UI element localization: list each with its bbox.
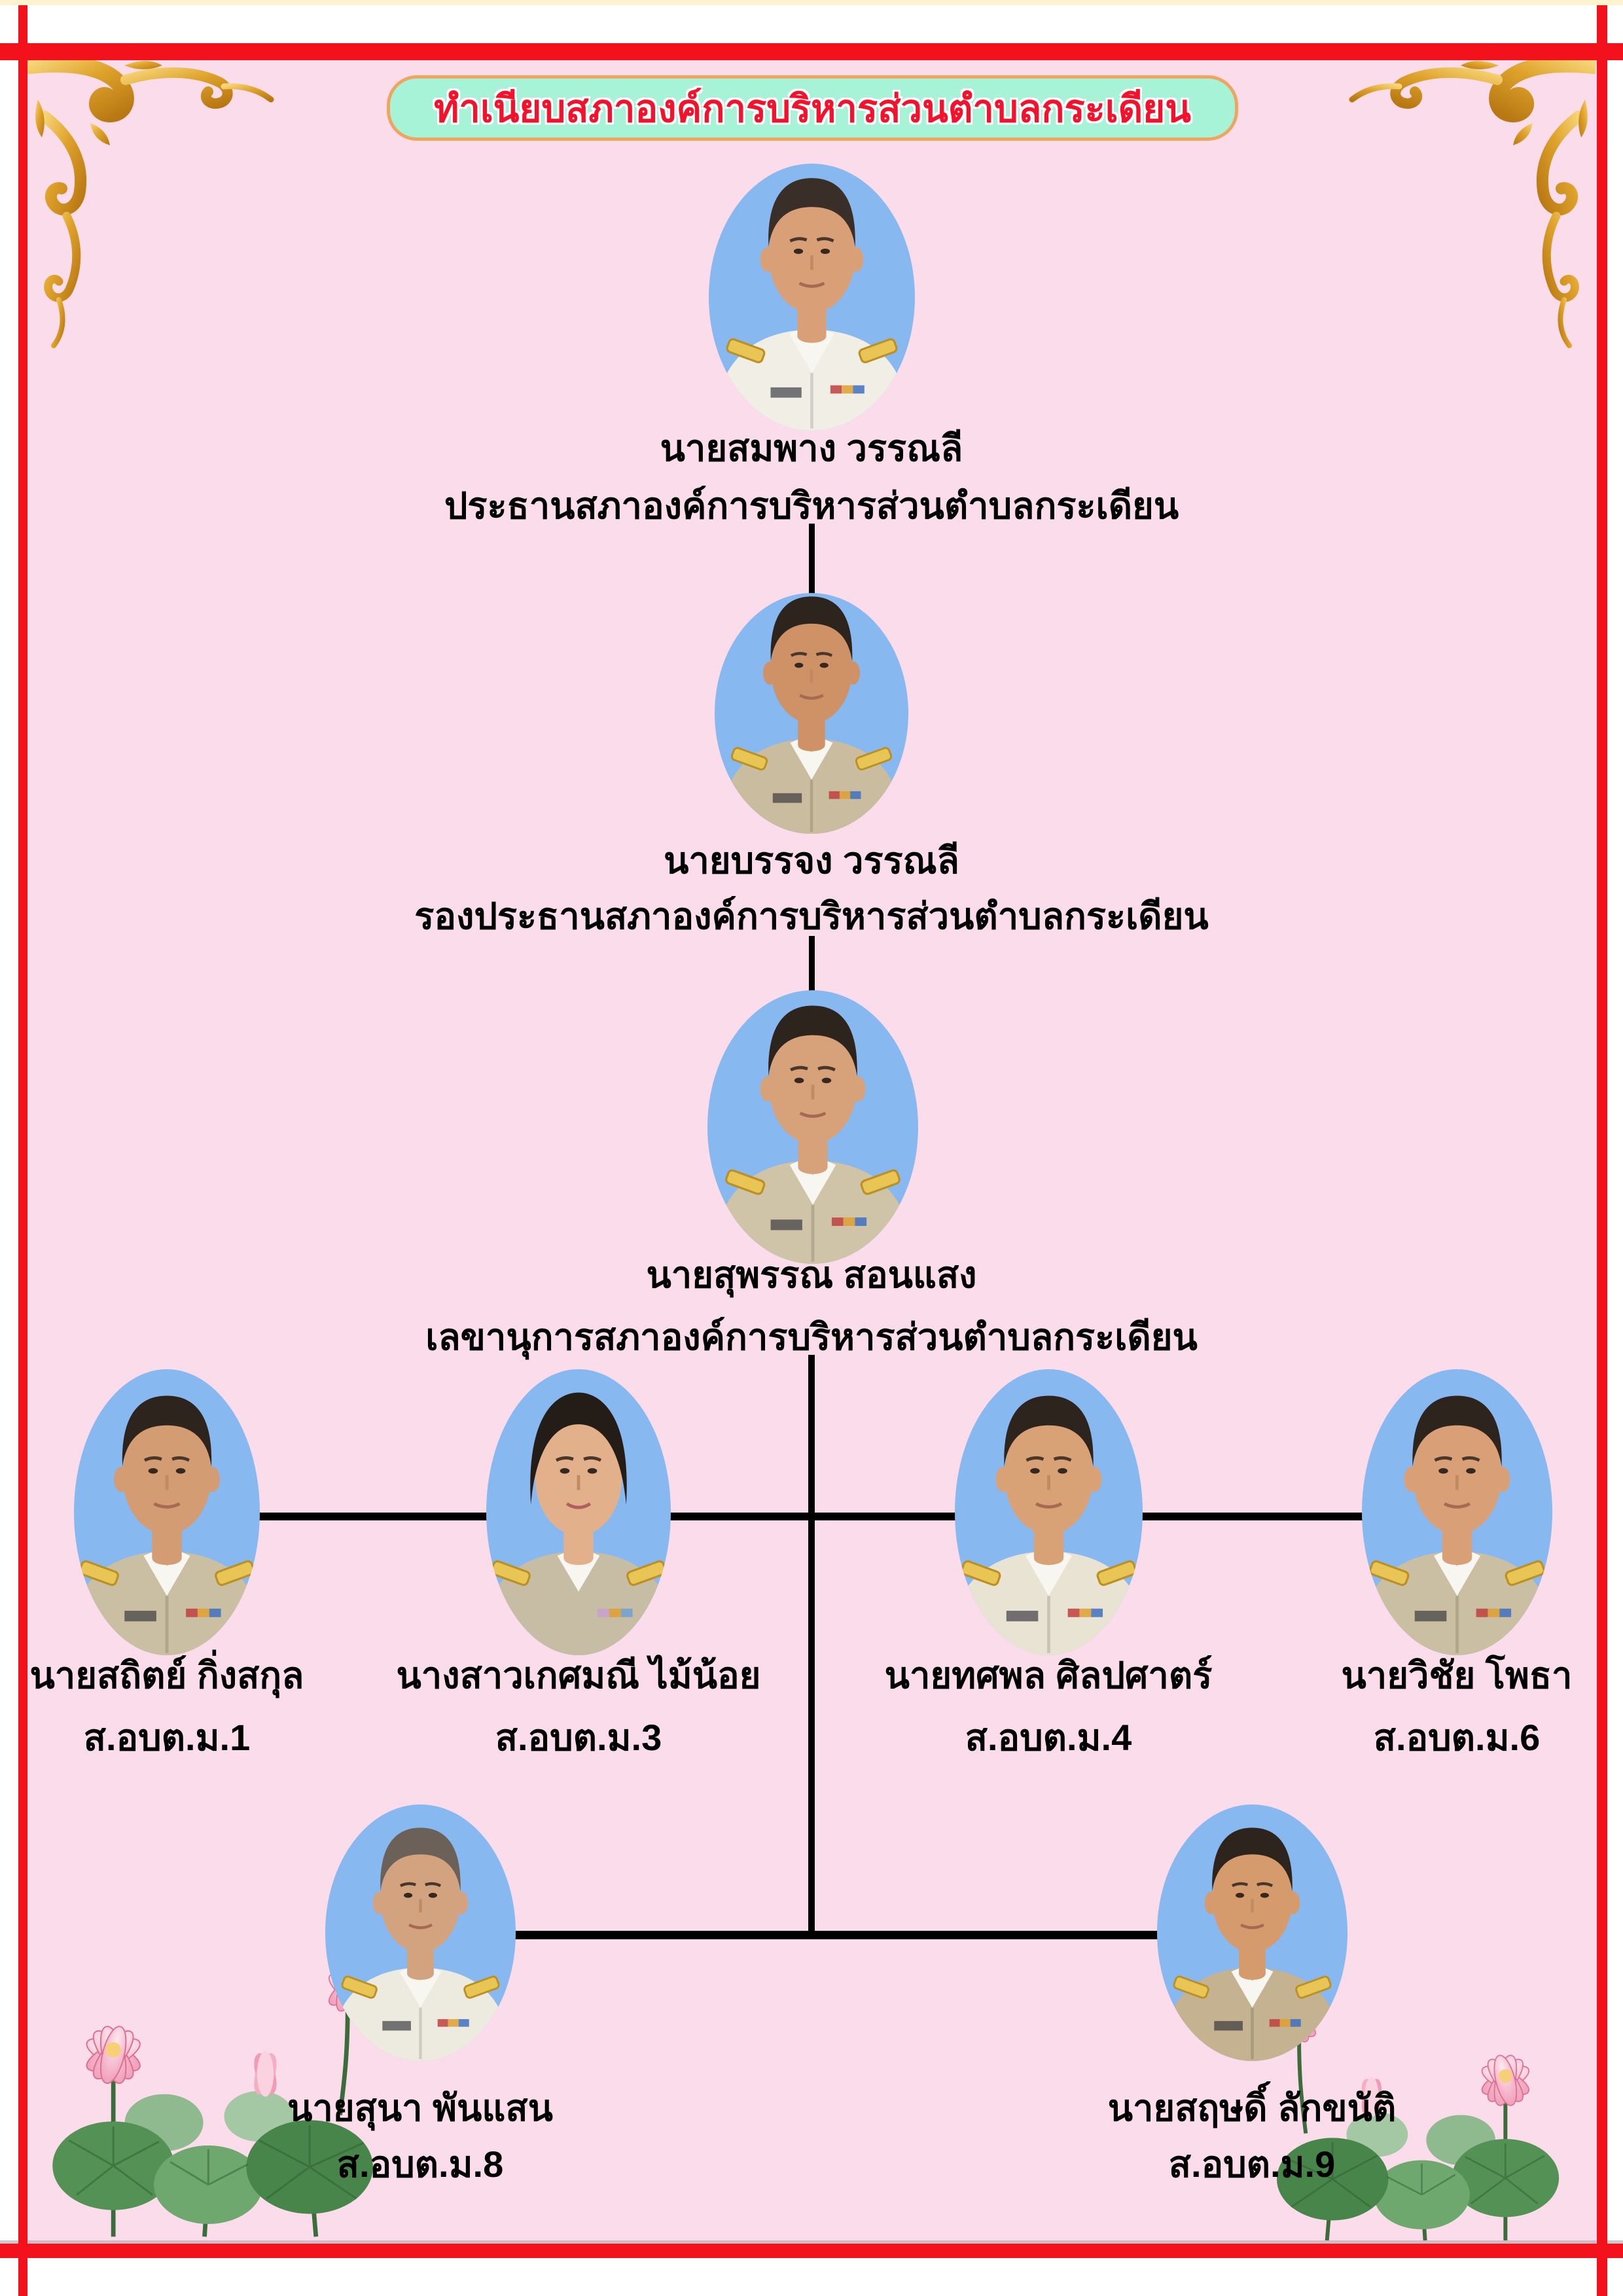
person-name-chairman: นายสมพาง วรรณลี <box>660 427 963 469</box>
person-position-m8: ส.อบต.ม.8 <box>336 2144 504 2185</box>
person-position-m9: ส.อบต.ม.9 <box>1168 2144 1336 2185</box>
person-name-m1: นายสถิตย์ กิ่งสกุล <box>29 1655 304 1696</box>
person-position-chairman: ประธานสภาองค์การบริหารส่วนตำบลกระเดียน <box>444 485 1179 526</box>
frame-line-top <box>0 43 1623 60</box>
person-name-m3: นางสาวเกศมณี ไม้น้อย <box>396 1655 761 1696</box>
gold-kranok-ornament-left-icon <box>27 60 276 348</box>
portrait-member-m1 <box>74 1369 260 1655</box>
frame-line-left <box>18 0 27 2296</box>
person-name-m6: นายวิชัย โพธา <box>1341 1655 1573 1696</box>
title-banner-text: ทำเนียบสภาองค์การบริหารส่วนตำบลกระเดียน <box>434 87 1191 130</box>
person-name-m4: นายทศพล ศิลปศาตร์ <box>884 1655 1213 1696</box>
connector-center-vertical <box>808 1355 815 1939</box>
portrait-chairman <box>709 164 915 431</box>
title-banner <box>387 75 1238 141</box>
person-position-m1: ส.อบต.ม.1 <box>83 1717 251 1758</box>
person-name-m9: นายสฤษดิ์ ลักขนัติ <box>1107 2087 1397 2128</box>
person-position-m3: ส.อบต.ม.3 <box>495 1717 662 1758</box>
person-position-m6: ส.อบต.ม.6 <box>1373 1717 1541 1758</box>
gold-kranok-ornament-right-icon <box>1347 60 1596 348</box>
portrait-secretary <box>707 990 918 1264</box>
person-position-m4: ส.อบต.ม.4 <box>965 1717 1132 1758</box>
frame-line-bottom <box>0 2244 1623 2258</box>
portrait-vice-chairman <box>715 593 908 834</box>
portrait-member-m6 <box>1362 1369 1552 1655</box>
portrait-member-m8 <box>325 1804 516 2061</box>
top-edge-strip <box>0 0 1623 5</box>
connector-members-row1-horizontal <box>167 1513 1457 1520</box>
person-position-vice: รองประธานสภาองค์การบริหารส่วนตำบลกระเดียน <box>414 895 1209 937</box>
connector-members-row2-horizontal <box>420 1931 1252 1939</box>
person-name-secretary: นายสุพรรณ สอนแสง <box>646 1254 977 1295</box>
portrait-member-m4 <box>955 1369 1143 1655</box>
portrait-member-m3 <box>486 1369 671 1655</box>
frame-line-right <box>1597 0 1607 2296</box>
person-name-m8: นายสุนา พันแสน <box>287 2087 553 2128</box>
person-name-vice: นายบรรจง วรรณลี <box>664 840 959 881</box>
person-position-secretary: เลขานุการสภาองค์การบริหารส่วนตำบลกระเดียน <box>425 1316 1198 1357</box>
portrait-member-m9 <box>1157 1804 1347 2061</box>
